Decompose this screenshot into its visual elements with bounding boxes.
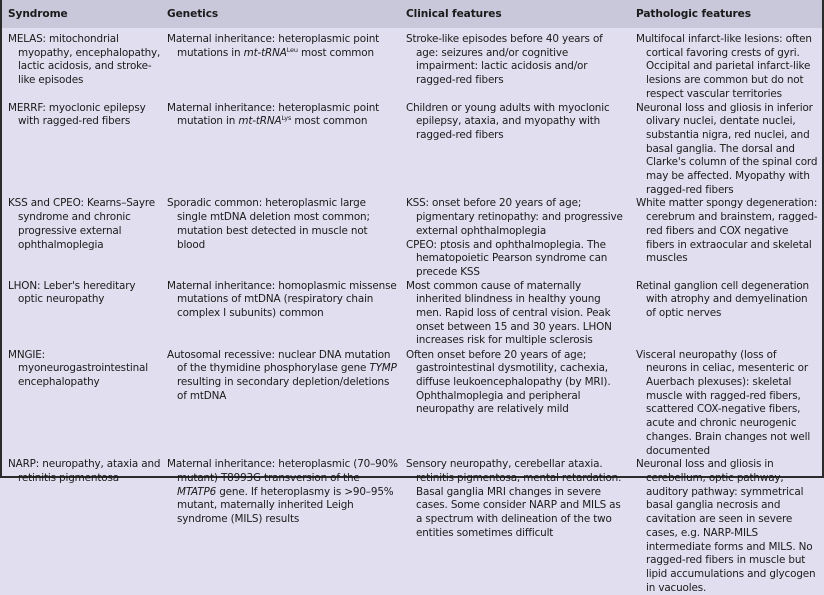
genetics-text-part: gene. If heteroplasmy is >90–95% mutant, maternally inherited Leigh syndrome (MILS) results bbox=[177, 485, 394, 526]
genetics-text bbox=[167, 33, 398, 60]
syndrome-text: MELAS: mitochondrial myopathy, encephalopathy, lactic acidosis, and stroke-like episodes bbox=[8, 33, 161, 87]
table-row bbox=[2, 102, 822, 198]
pathologic-text: Visceral neuropathy (loss of neurons in celiac, mesenteric or Auerbach plexuses): skeletal muscle with ragged-red fibers, scattered COX-negative fibers, acute and chronic neurogenic changes. Brain changes not well documented bbox=[636, 348, 811, 457]
genetics-text-part: Maternal inheritance: heteroplasmic point mutations in bbox=[167, 33, 380, 59]
genetics-text bbox=[167, 349, 398, 404]
genetics-text bbox=[167, 197, 398, 252]
table-row bbox=[2, 280, 822, 349]
syndrome-cell bbox=[2, 349, 165, 459]
clinical-cell bbox=[402, 102, 632, 198]
syndrome-text: NARP: neuropathy, ataxia and retinitis pigmentosa bbox=[8, 458, 161, 484]
syndrome-text: KSS and CPEO: Kearns–Sayre syndrome and chronic progressive external ophthalmoplegia bbox=[8, 197, 156, 251]
clinical-cell bbox=[402, 349, 632, 459]
gene-name: mt-tRNA bbox=[238, 115, 282, 128]
pathologic-text: Neuronal loss and gliosis in cerebellum, optic pathway, auditory pathway: symmetrical basal ganglia necrosis and cavitation are seen in severe cases, e.g. NARP-MILS intermediate forms and MILS. No ragged-red fibers in muscle but lipid accumulations and glycogen in vacuoles. bbox=[636, 458, 816, 594]
genetics-text-part: Sporadic common: heteroplasmic large single mtDNA deletion most common; mutation best detected in muscle not blood bbox=[167, 197, 370, 251]
pathologic-text: Multifocal infarct-like lesions: often cortical favoring crests of gyri. Occipital and parietal infarct-like lesions are common but do not respect vascular territories bbox=[636, 33, 812, 100]
table-row bbox=[2, 28, 822, 102]
pathologic-text: White matter spongy degeneration: cerebrum and brainstem, ragged-red fibers and COX negative fibers in extraocular and skeletal muscles bbox=[636, 197, 818, 265]
clinical-text: Most common cause of maternally inherited blindness in healthy young men. Rapid loss of central vision. Peak onset between 15 and 30 years. LHON increases risk for multiple sclerosis bbox=[406, 279, 612, 347]
header-genetics: Genetics bbox=[167, 8, 219, 20]
syndrome-cell bbox=[2, 102, 165, 198]
table-row bbox=[2, 458, 822, 595]
gene-name: TYMP bbox=[369, 362, 397, 375]
genetics-cell bbox=[165, 102, 402, 198]
clinical-cell bbox=[402, 458, 632, 595]
syndrome-cell bbox=[2, 458, 165, 595]
gene-superscript: Lys bbox=[281, 114, 292, 123]
gene-superscript: Leu bbox=[286, 45, 298, 54]
genetics-text-part: resulting in secondary depletion/deletions of mtDNA bbox=[177, 376, 390, 402]
pathologic-cell bbox=[632, 28, 822, 102]
genetics-text-part: most common bbox=[297, 46, 374, 59]
genetics-text-part: Maternal inheritance: homoplasmic missense mutations of mtDNA (respiratory chain complex I subunits) common bbox=[167, 279, 397, 320]
gene-name: MTATP6 bbox=[177, 485, 217, 498]
clinical-text-kss: KSS: onset before 20 years of age; pigmentary retinopathy: and progressive external ophthalmoplegia bbox=[406, 197, 623, 237]
genetics-cell bbox=[165, 349, 402, 459]
clinical-cell bbox=[402, 280, 632, 349]
genetics-text bbox=[167, 280, 398, 321]
table-row bbox=[2, 197, 822, 279]
clinical-text: Sensory neuropathy, cerebellar ataxia. retinitis pigmentosa, mental retardation. Basal ganglia MRI changes in severe cases. Some consider NARP and MILS as a spectrum with delineation of the two entities sometimes difficult bbox=[406, 458, 622, 539]
table-body bbox=[2, 28, 822, 595]
header-clinical-features: Clinical features bbox=[406, 8, 502, 20]
clinical-text: Children or young adults with myoclonic epilepsy, ataxia, and myopathy with ragged-red fibers bbox=[406, 101, 610, 141]
syndrome-text: MERRF: myoclonic epilepsy with ragged-red fibers bbox=[8, 101, 146, 128]
genetics-text-part: Maternal inheritance: heteroplasmic point mutation in bbox=[167, 101, 380, 128]
syndrome-cell bbox=[2, 28, 165, 102]
genetics-text-part: Maternal inheritance: heteroplasmic (70–90% mutant) T8993G transversion of the bbox=[167, 458, 398, 484]
clinical-cell bbox=[402, 197, 632, 279]
table-row bbox=[2, 349, 822, 459]
pathologic-cell bbox=[632, 102, 822, 198]
pathologic-cell bbox=[632, 280, 822, 349]
genetics-cell bbox=[165, 28, 402, 102]
header-pathologic-features: Pathologic features bbox=[636, 8, 751, 20]
syndrome-cell bbox=[2, 280, 165, 349]
mitochondrial-syndromes-table bbox=[2, 0, 822, 595]
genetics-text bbox=[167, 458, 398, 527]
syndrome-text: MNGIE: myoneurogastrointestinal encephalopathy bbox=[8, 348, 148, 389]
genetics-text bbox=[167, 102, 398, 129]
clinical-text: Often onset before 20 years of age; gastrointestinal dysmotility, cachexia, diffuse leukoencephalopathy (by MRI). Ophthalmoplegia and peripheral neuropathy are relatively mild bbox=[406, 348, 611, 416]
genetics-text-part: most common bbox=[291, 115, 368, 128]
clinical-text-cpeo: CPEO: ptosis and ophthalmoplegia. The hematopoietic Pearson syndrome can precede KSS bbox=[406, 238, 608, 278]
genetics-cell bbox=[165, 458, 402, 595]
clinical-cell bbox=[402, 28, 632, 102]
header-syndrome: Syndrome bbox=[8, 8, 68, 20]
gene-name: mt-tRNA bbox=[243, 46, 287, 59]
pathologic-text: Neuronal loss and gliosis in inferior olivary nuclei, dentate nuclei, substantia nigra, red nuclei, and basal ganglia. The dorsal and Clarke's column of the spinal cord may be affected. Myopathy with ragged-red fibers bbox=[636, 101, 818, 196]
header-row bbox=[2, 0, 822, 28]
syndrome-cell bbox=[2, 197, 165, 279]
genetics-cell bbox=[165, 280, 402, 349]
pathologic-cell bbox=[632, 197, 822, 279]
genetics-cell bbox=[165, 197, 402, 279]
pathologic-text: Retinal ganglion cell degeneration with atrophy and demyelination of optic nerves bbox=[636, 279, 809, 320]
pathologic-cell bbox=[632, 349, 822, 459]
clinical-text: Stroke-like episodes before 40 years of age: seizures and/or cognitive impairment: lactic acidosis and/or ragged-red fibers bbox=[406, 33, 603, 87]
table-header bbox=[2, 0, 822, 28]
syndrome-text: LHON: Leber's hereditary optic neuropathy bbox=[8, 279, 136, 306]
genetics-text-part: Autosomal recessive: nuclear DNA mutation of the thymidine phosphorylase gene bbox=[167, 348, 391, 375]
pathologic-cell bbox=[632, 458, 822, 595]
